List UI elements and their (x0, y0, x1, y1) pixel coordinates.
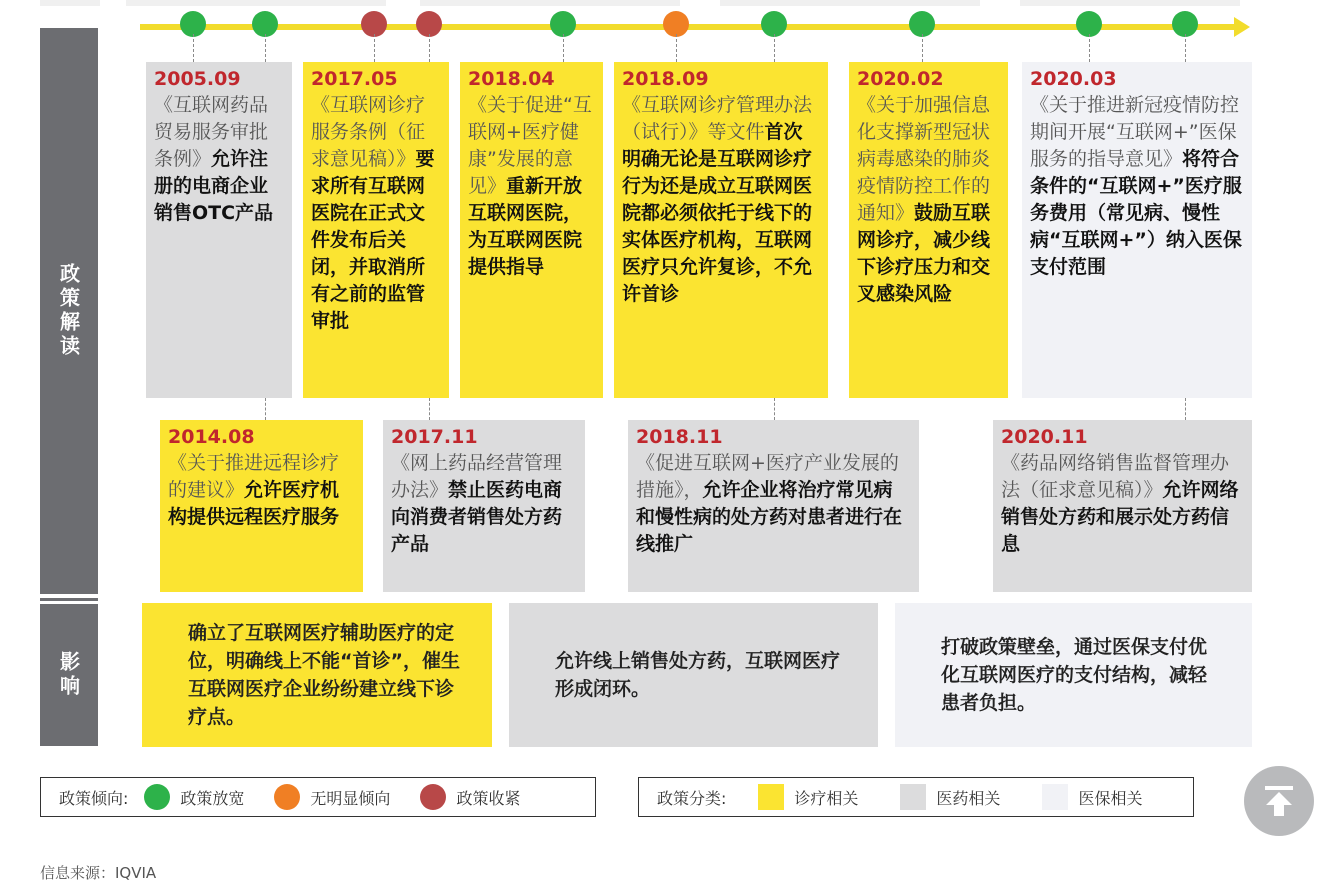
connector (774, 398, 775, 420)
legend-category (638, 777, 1194, 817)
event-doc-title: 《网上药品经营管理办法》 (391, 452, 563, 501)
connector (265, 398, 266, 420)
connector (429, 398, 430, 420)
gray-swatch-icon (900, 784, 926, 810)
light-swatch-icon (1042, 784, 1068, 810)
event-summary: 允许企业将治疗常见病和慢性病的处方药对患者进行在线推广 (636, 479, 903, 555)
event-summary: 要求所有互联网医院在正式文件发布后关闭，并取消所有之前的监管审批 (311, 148, 435, 332)
event-card-2018-11 (628, 420, 919, 592)
connector (1185, 34, 1186, 62)
impact-text: 允许线上销售处方药，互联网医疗形成闭环。 (555, 650, 841, 700)
top-divider (126, 0, 386, 6)
event-summary: 重新开放互联网医院，为互联网医院提供指导 (468, 175, 583, 278)
event-date: 2014.08 (168, 426, 255, 448)
event-summary: 将符合条件的“互联网+”医疗服务费用（常见病、慢性病“互联网+”）纳入医保支付范围 (1030, 148, 1242, 278)
up-arrow-icon (1261, 783, 1297, 819)
timeline-line (140, 24, 1240, 30)
event-summary: 允许医疗机构提供远程医疗服务 (168, 479, 340, 528)
event-summary: 禁止医药电商向消费者销售处方药产品 (391, 479, 563, 555)
event-card-2017-05 (303, 62, 449, 398)
side-label-policy: 政策解读 (40, 28, 98, 594)
connector (774, 34, 775, 62)
legend-label: 无明显倾向 (310, 788, 391, 808)
event-date: 2020.03 (1030, 68, 1117, 90)
green-dot-icon (144, 784, 170, 810)
impact-card-diagnosis (142, 603, 492, 747)
yellow-swatch-icon (758, 784, 784, 810)
connector (922, 34, 923, 62)
event-card-2017-11 (383, 420, 585, 592)
event-card-2005-09 (146, 62, 292, 398)
event-summary: 允许网络销售处方药和展示处方药信息 (1001, 479, 1239, 555)
impact-text: 打破政策壁垒，通过医保支付优化互联网医疗的支付结构，减轻患者负担。 (941, 636, 1208, 714)
event-doc-title: 《互联网诊疗服务条例（征求意见稿）》 (311, 94, 426, 170)
event-doc-title: 《互联网药品贸易服务审批条例》 (154, 94, 269, 170)
event-date: 2018.09 (622, 68, 709, 90)
event-doc-title: 《关于加强信息化支撑新型冠状病毒感染的肺炎疫情防控工作的通知》 (857, 94, 991, 224)
connector (676, 34, 677, 62)
event-doc-title: 《关于促进“互联网+医疗健康”发展的意见》 (468, 94, 592, 197)
legend-title: 政策分类: (657, 788, 727, 808)
event-card-2020-11 (993, 420, 1252, 592)
source-note: 信息来源：IQVIA (40, 864, 157, 882)
side-label-impact: 影响 (40, 604, 98, 746)
event-date: 2005.09 (154, 68, 241, 90)
red-dot-icon (420, 784, 446, 810)
event-summary: 鼓励互联网诊疗，减少线下诊疗压力和交叉感染风险 (857, 202, 991, 305)
legend-label: 诊疗相关 (794, 788, 859, 808)
event-doc-title: 《促进互联网+医疗产业发展的措施》， (636, 452, 899, 501)
event-doc-title: 《药品网络销售监督管理办法（征求意见稿）》 (1001, 452, 1230, 501)
legend-label: 政策收紧 (456, 788, 521, 808)
legend-label: 医保相关 (1078, 788, 1143, 808)
event-card-2020-02 (849, 62, 1008, 398)
connector (1185, 398, 1186, 420)
impact-text: 确立了互联网医疗辅助医疗的定位，明确线上不能“首诊”，催生互联网医疗企业纷纷建立线下诊疗点。 (188, 622, 460, 728)
connector (563, 34, 564, 62)
connector (429, 34, 430, 62)
event-date: 2020.02 (857, 68, 944, 90)
legend-tendency (40, 777, 596, 817)
event-card-2018-04 (460, 62, 603, 398)
impact-card-pharma (509, 603, 878, 747)
legend-label: 政策放宽 (180, 788, 245, 808)
event-date: 2017.11 (391, 426, 478, 448)
legend-label: 医药相关 (936, 788, 1001, 808)
event-date: 2017.05 (311, 68, 398, 90)
timeline-arrow-icon (1234, 17, 1250, 37)
connector (1089, 34, 1090, 62)
event-doc-title: 《互联网诊疗管理办法（试行）》等文件 (622, 94, 813, 143)
event-summary: 允许注册的电商企业销售OTC产品 (154, 148, 274, 224)
event-doc-title: 《关于推进新冠疫情防控期间开展“互联网+”医保服务的指导意见》 (1030, 94, 1240, 170)
back-to-top-button[interactable] (1244, 766, 1314, 836)
event-card-2014-08 (160, 420, 363, 592)
top-divider (720, 0, 980, 6)
event-doc-title: 《关于推进远程诊疗的建议》 (168, 452, 340, 501)
event-date: 2020.11 (1001, 426, 1088, 448)
top-divider (420, 0, 680, 6)
legend-title: 政策倾向: (59, 788, 129, 808)
connector (265, 34, 266, 62)
event-card-2020-03 (1022, 62, 1252, 398)
event-date: 2018.11 (636, 426, 723, 448)
orange-dot-icon (274, 784, 300, 810)
event-card-2018-09 (614, 62, 828, 398)
top-divider (40, 0, 100, 6)
connector (374, 34, 375, 62)
event-date: 2018.04 (468, 68, 555, 90)
top-divider (1020, 0, 1240, 6)
event-summary: 首次明确无论是互联网诊疗行为还是成立互联网医院都必须依托于线下的实体医疗机构，互联网医疗只允许复诊，不允许首诊 (622, 121, 813, 305)
connector (193, 34, 194, 62)
impact-card-insurance (895, 603, 1252, 747)
